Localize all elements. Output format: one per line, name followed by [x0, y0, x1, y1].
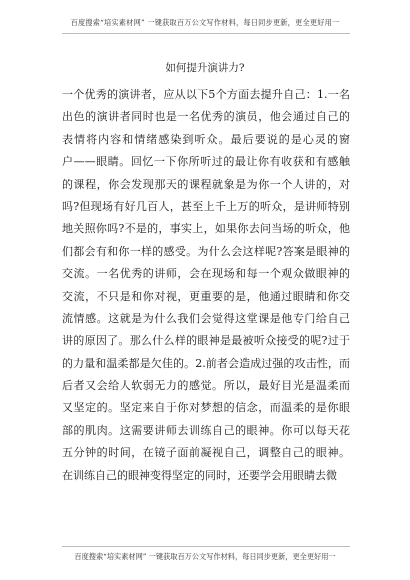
header-divider — [62, 33, 350, 34]
body-line: 五分钟的时间，在镜子面前凝视自己，调整自己的眼神。 — [62, 446, 350, 460]
body-line: 部的肌肉。这需要讲师去训练自己的眼神。你可以每天花 — [62, 423, 350, 437]
body-line: 地关照你吗?不是的，事实上，如果你去问当场的听众，他 — [62, 222, 350, 236]
body-line: 们都会有和你一样的感受。为什么会这样呢?答案是眼神的 — [62, 244, 350, 258]
page-footer: 百度搜索“培实素材网” 一键获取百万公文写作材料，每日同步更新，更全更好用一 — [74, 552, 336, 561]
page-header: 百度搜索“培实素材网” 一键获取百万公文写作材料，每日同步更新，更全更好用一 — [70, 18, 340, 27]
body-line: 在训练自己的眼神变得坚定的同时，还要学会用眼睛去微 — [62, 468, 337, 482]
body-line: 讲的原因了。那么什么样的眼神是最被听众接受的呢?过于 — [62, 334, 350, 348]
body-line: 又坚定的。坚定来自于你对梦想的信念，而温柔的是你眼 — [62, 401, 350, 415]
body-line: 的课程，你会发现那天的课程就象是为你一个人讲的，对 — [62, 177, 350, 191]
body-paragraph — [62, 84, 350, 487]
footer-divider — [62, 546, 350, 547]
body-line: 交流，不只是和你对视，更重要的是，他通过眼睛和你交 — [62, 289, 350, 303]
body-line: 表情将内容和情绪感染到听众。最后要说的是心灵的窗 — [62, 132, 350, 146]
document-title: 如何提升演讲力? — [165, 62, 245, 74]
body-line: 户——眼睛。回忆一下你所听过的最让你有收获和有感触 — [62, 155, 350, 169]
body-line: 一个优秀的演讲者，应从以下5个方面去提升自己：1.一名 — [62, 88, 350, 101]
body-line: 的力量和温柔都是欠佳的。2.前者会造成过强的攻击性，而 — [62, 356, 350, 370]
body-line: 交流。一名优秀的讲师，会在现场和每一个观众做眼神的 — [62, 267, 350, 281]
body-line: 流情感。这就是为什么我们会觉得这堂课是他专门给自己 — [62, 311, 350, 325]
body-line: 吗?但现场有好几百人，甚至上千上万的听众，是讲师特别 — [62, 199, 350, 213]
body-line: 后者又会给人软弱无力的感觉。所以，最好目光是温柔而 — [62, 379, 350, 393]
body-line: 出色的演讲者同时也是一名优秀的演员，他会通过自己的 — [62, 110, 350, 124]
